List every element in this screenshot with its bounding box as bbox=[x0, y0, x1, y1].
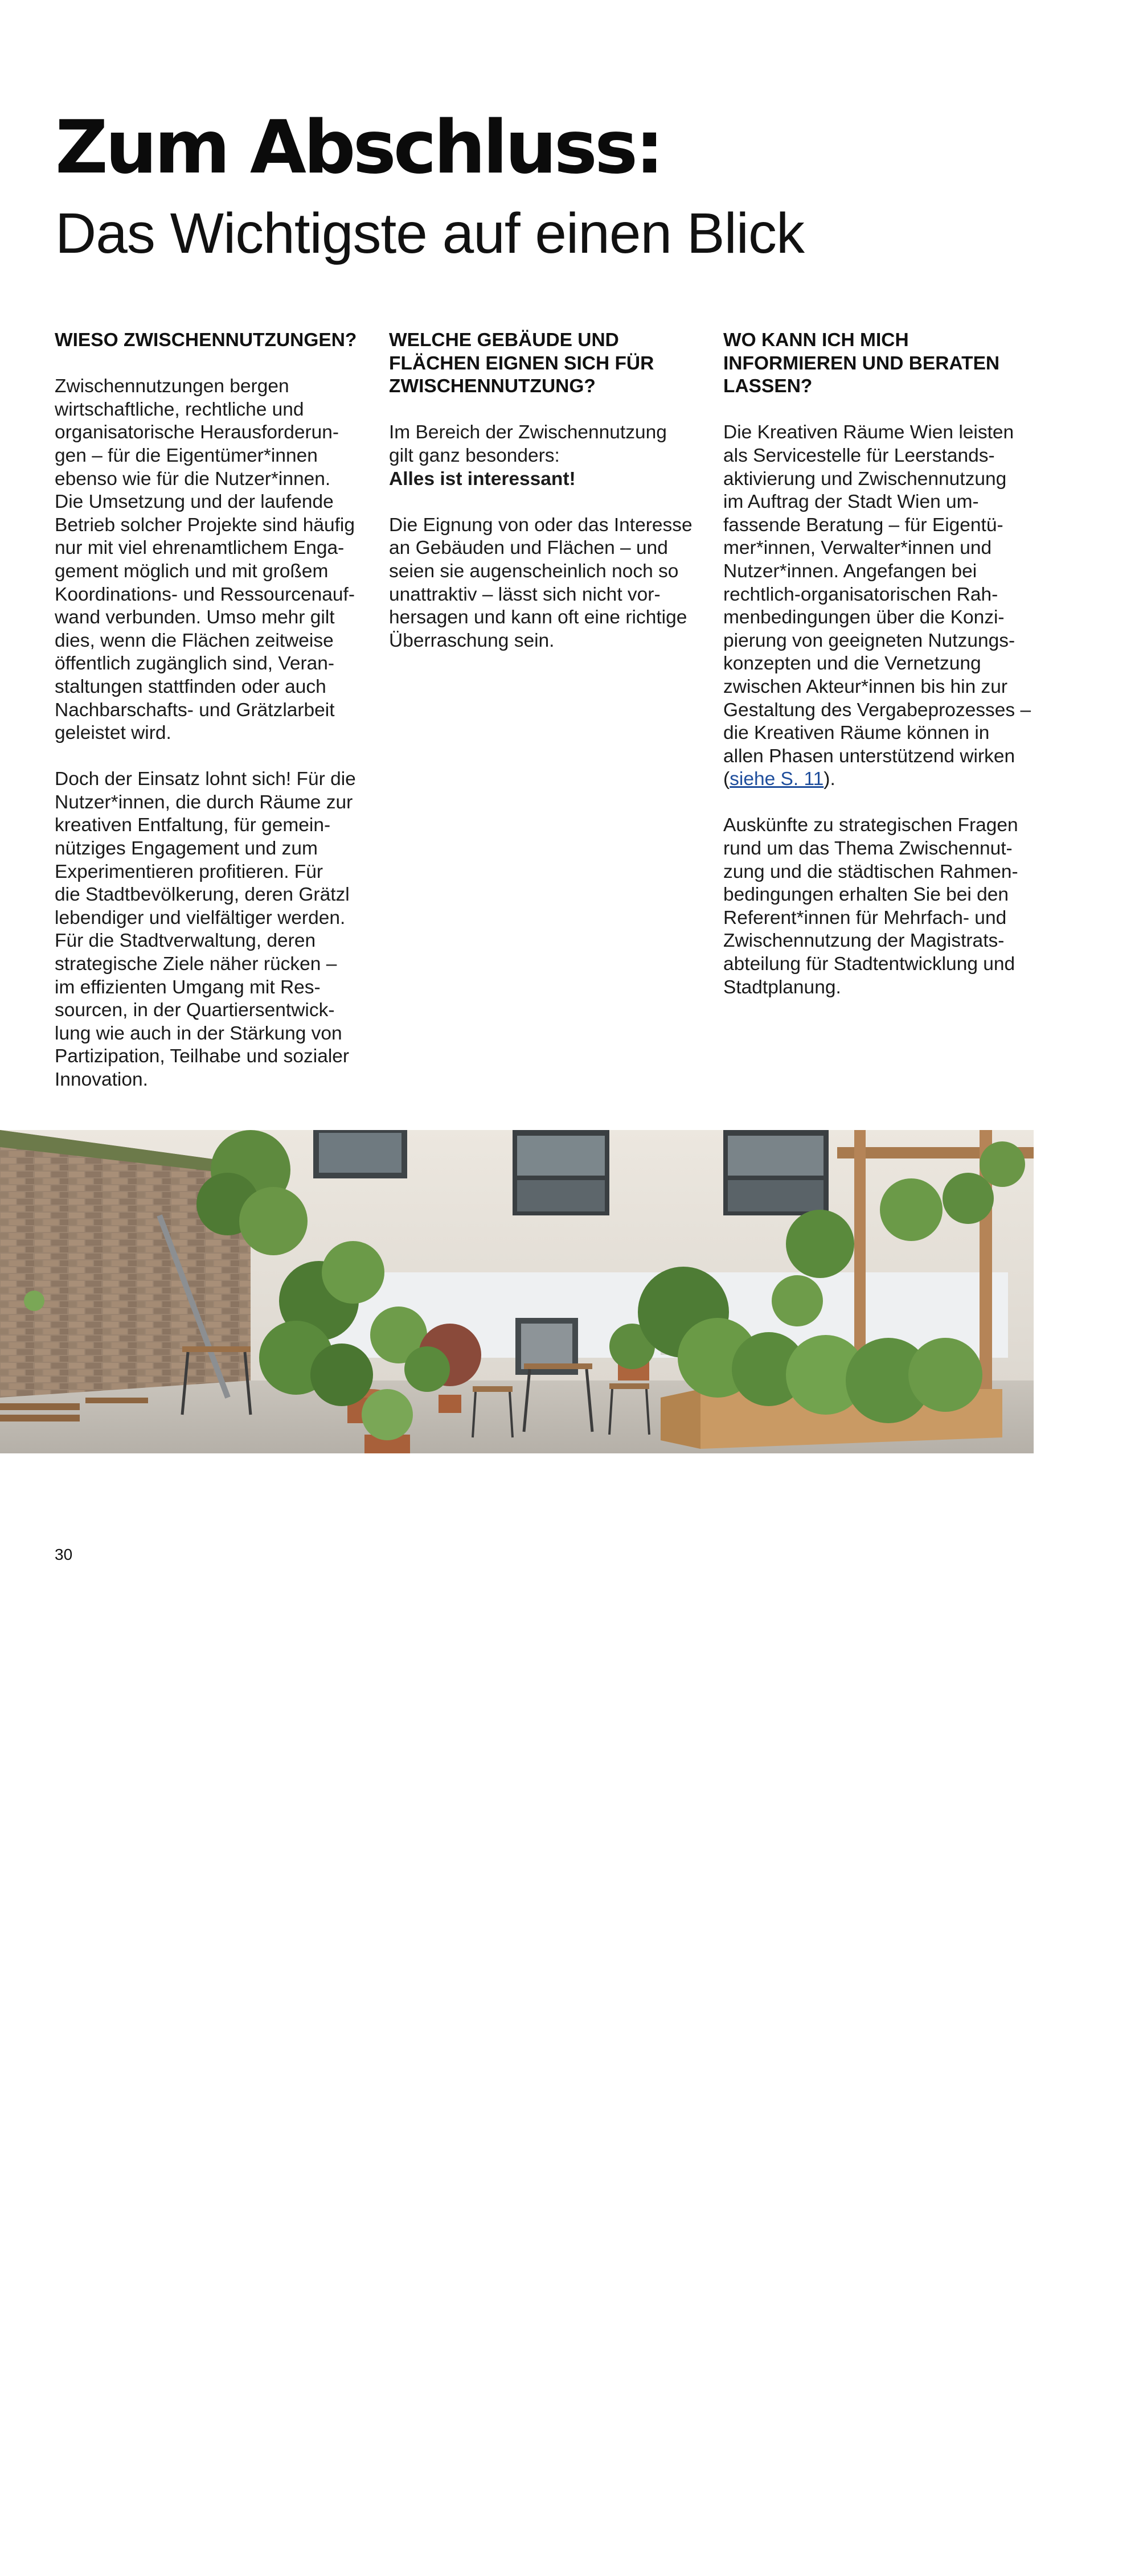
heading-line: WELCHE GEBÄUDE UND bbox=[389, 330, 619, 351]
paragraph bbox=[723, 814, 1042, 999]
page-reference-link[interactable]: siehe S. 11 bbox=[730, 769, 824, 790]
text-line: im Auftrag der Stadt Wien um- bbox=[723, 491, 979, 513]
text-line: geleistet wird. bbox=[55, 722, 171, 744]
text-line: kreativen Entfaltung, für gemein- bbox=[55, 815, 331, 836]
text-line: abteilung für Stadtentwicklung und bbox=[723, 954, 1015, 975]
text-line: gen – für die Eigentümer*innen bbox=[55, 445, 318, 466]
text-line: Im Bereich der Zwischennutzung bbox=[389, 422, 667, 443]
text-line: Zwischennutzung der Magistrats- bbox=[723, 930, 1005, 952]
column-heading bbox=[723, 329, 1042, 398]
text-line: die Kreativen Räume können in bbox=[723, 722, 990, 744]
emphasis-text: Alles ist interessant! bbox=[389, 468, 576, 490]
text-line: menbedingungen über die Konzi- bbox=[723, 607, 1005, 628]
text-line: öffentlich zugänglich sind, Veran- bbox=[55, 653, 335, 675]
heading-line: WO KANN ICH MICH bbox=[723, 330, 909, 351]
text-line: pierung von geeigneten Nutzungs- bbox=[723, 630, 1015, 651]
text-line: strategische Ziele näher rücken – bbox=[55, 954, 337, 975]
photo-credit: © Florian Mair | CREATIVE CLUSTER bbox=[1018, 2382, 1031, 2576]
text-line: Betrieb solcher Projekte sind häufig bbox=[55, 514, 355, 536]
paragraph bbox=[389, 421, 708, 491]
paragraph bbox=[389, 514, 708, 653]
page-number: 30 bbox=[55, 1546, 73, 1563]
text-line: Koordinations- und Ressourcenauf- bbox=[55, 584, 355, 605]
page-subtitle: Das Wichtigste auf einen Blick bbox=[55, 202, 805, 265]
text-line: zwischen Akteur*innen bis hin zur bbox=[723, 676, 1008, 697]
text-line: fassende Beratung – für Eigentü- bbox=[723, 514, 1003, 536]
text-line: bedingungen erhalten Sie bei den bbox=[723, 884, 1009, 906]
text-line: lebendiger und vielfältiger werden. bbox=[55, 907, 346, 928]
text-line: rund um das Thema Zwischennut- bbox=[723, 838, 1013, 860]
text-line: staltungen stattfinden oder auch bbox=[55, 676, 326, 697]
text-line: Überraschung sein. bbox=[389, 630, 555, 651]
text-line: Die Umsetzung und der laufende bbox=[55, 491, 334, 513]
text-line: unattraktiv – lässt sich nicht vor- bbox=[389, 584, 661, 605]
text-line: Die Kreativen Räume Wien leisten bbox=[723, 422, 1014, 443]
heading-line: FLÄCHEN EIGNEN SICH FÜR bbox=[389, 352, 654, 374]
text-line: seien sie augenscheinlich noch so bbox=[389, 560, 679, 582]
text-line: ebenso wie für die Nutzer*innen. bbox=[55, 468, 331, 490]
text-line: zung und die städtischen Rahmen- bbox=[723, 861, 1018, 882]
page-title: Zum Abschluss: bbox=[55, 105, 662, 190]
text-line: organisatorische Herausforderun- bbox=[55, 422, 339, 443]
text-line: an Gebäuden und Flächen – und bbox=[389, 537, 668, 559]
column-information-advice bbox=[723, 329, 1042, 999]
text-line: lung wie auch in der Stärkung von bbox=[55, 1022, 342, 1044]
text-line: nur mit viel ehrenamtlichem Enga- bbox=[55, 537, 345, 559]
text-fragment: ( bbox=[723, 769, 730, 790]
text-line: Die Eignung von oder das Interesse bbox=[389, 514, 693, 536]
heading-line: INFORMIEREN UND BERATEN bbox=[723, 352, 1000, 374]
text-line: Doch der Einsatz lohnt sich! Für die bbox=[55, 769, 356, 790]
text-line: Innovation. bbox=[55, 1069, 148, 1090]
paragraph bbox=[723, 421, 1042, 791]
heading-line: WIESO ZWISCHENNUTZUNGEN? bbox=[55, 330, 357, 351]
column-suitable-buildings bbox=[389, 329, 708, 652]
text-line: Experimentieren profitieren. Für bbox=[55, 861, 323, 882]
text-line: gement möglich und mit großem bbox=[55, 560, 329, 582]
text-line: als Servicestelle für Leerstands- bbox=[723, 445, 995, 466]
text-fragment: ). bbox=[823, 769, 835, 790]
text-line: Für die Stadtverwaltung, deren bbox=[55, 930, 316, 952]
text-line: mer*innen, Verwalter*innen und bbox=[723, 537, 992, 559]
text-line: nütziges Engagement und zum bbox=[55, 838, 318, 860]
text-line: Partizipation, Teilhabe und sozialer bbox=[55, 1046, 350, 1067]
text-line: aktivierung und Zwischennutzung bbox=[723, 468, 1007, 490]
text-line: wand verbunden. Umso mehr gilt bbox=[55, 607, 335, 628]
text-line: wirtschaftliche, rechtliche und bbox=[55, 398, 304, 420]
text-line: Nutzer*innen. Angefangen bei bbox=[723, 560, 977, 582]
text-line: Stadtplanung. bbox=[723, 976, 841, 998]
text-line: Nutzer*innen, die durch Räume zur bbox=[55, 791, 353, 813]
text-line: konzepten und die Vernetzung bbox=[723, 653, 981, 675]
column-why-interim-use bbox=[55, 329, 374, 1092]
heading-line: ZWISCHENNUTZUNG? bbox=[389, 376, 596, 397]
text-line: allen Phasen unterstützend wirken bbox=[723, 745, 1015, 767]
heading-line: LASSEN? bbox=[723, 376, 813, 397]
column-heading bbox=[389, 329, 708, 398]
text-line: Zwischennutzungen bergen bbox=[55, 376, 289, 397]
text-line: im effizienten Umgang mit Res- bbox=[55, 976, 321, 998]
text-line: dies, wenn die Flächen zeitweise bbox=[55, 630, 334, 651]
text-line: Nachbarschafts- und Grätzlarbeit bbox=[55, 699, 335, 721]
text-line: gilt ganz besonders: bbox=[389, 445, 560, 466]
text-line: die Stadtbevölkerung, deren Grätzl bbox=[55, 884, 350, 906]
text-line: Referent*innen für Mehrfach- und bbox=[723, 907, 1007, 928]
text-line: hersagen und kann oft eine richtige bbox=[389, 607, 687, 628]
text-line: Auskünfte zu strategischen Fragen bbox=[723, 815, 1018, 836]
text-line: sourcen, in der Quartiersentwick- bbox=[55, 1000, 335, 1021]
text-line: rechtlich-organisatorischen Rah- bbox=[723, 584, 998, 605]
column-heading bbox=[55, 329, 374, 352]
paragraph bbox=[55, 375, 374, 745]
text-line: Gestaltung des Vergabeprozesses – bbox=[723, 699, 1031, 721]
paragraph bbox=[55, 768, 374, 1091]
